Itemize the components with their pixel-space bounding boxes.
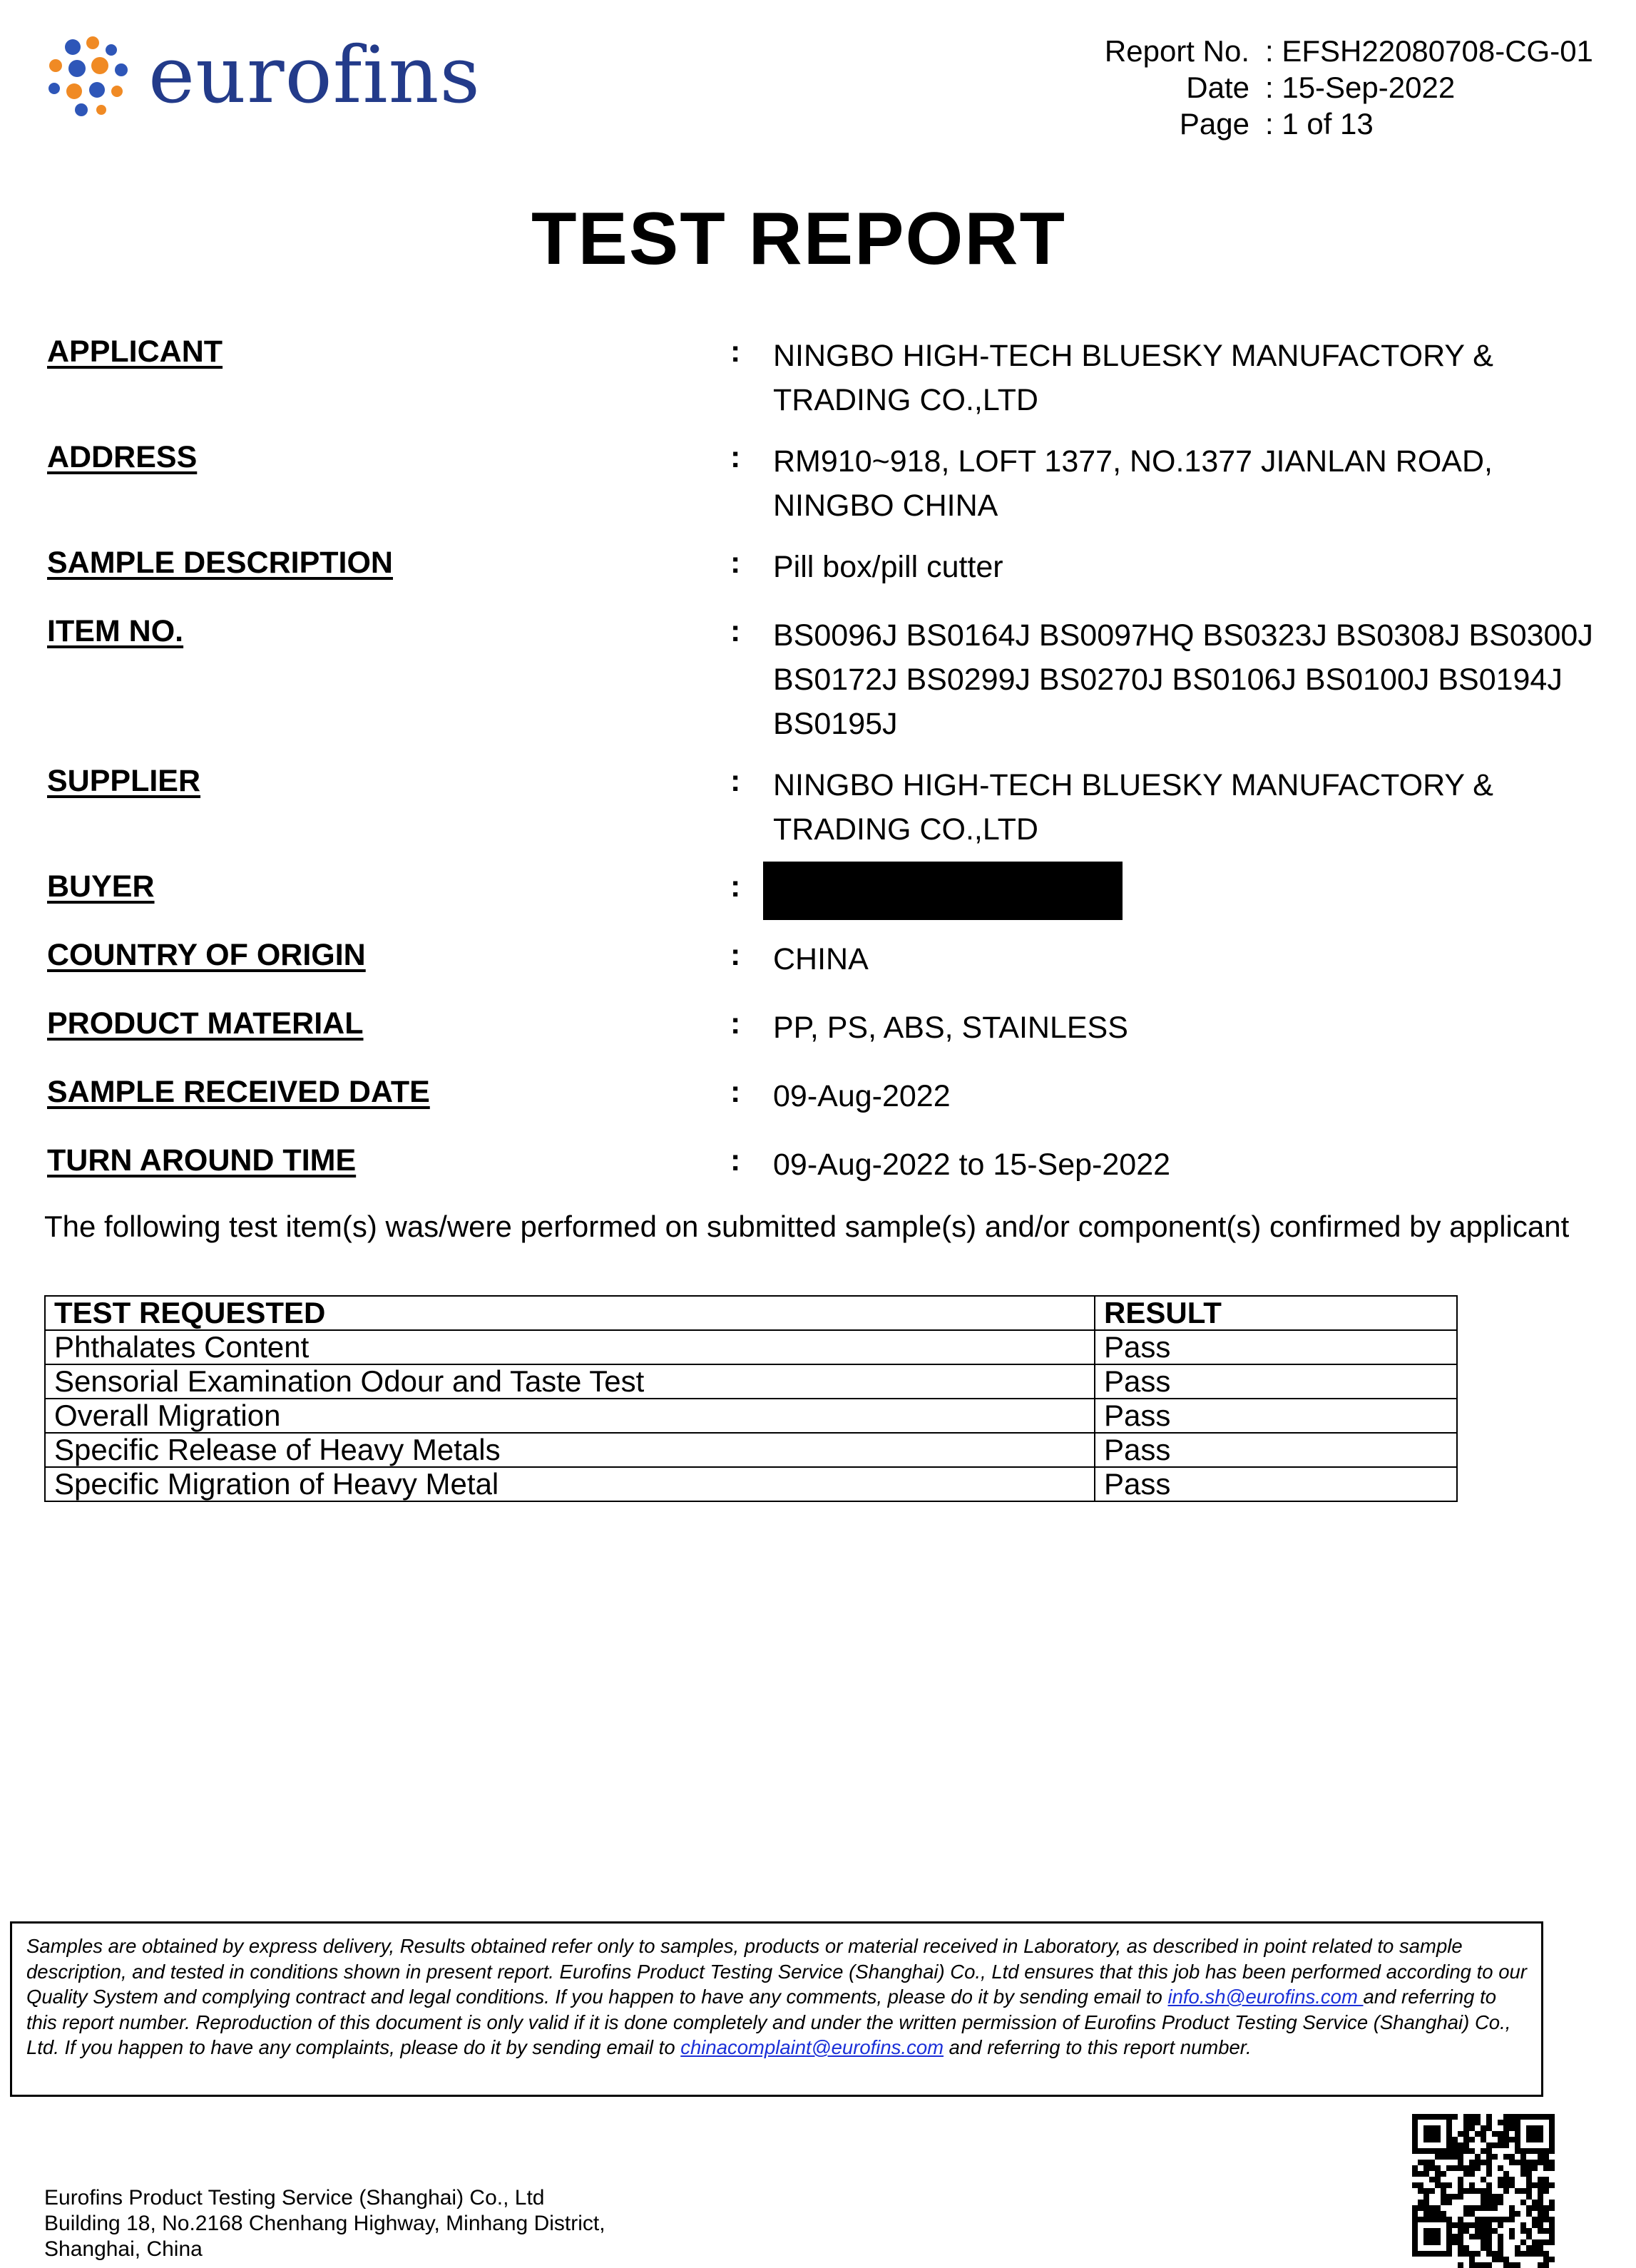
table-row (45, 1433, 1457, 1467)
field-value (773, 1001, 1615, 1070)
field-value-line: NINGBO HIGH-TECH BLUESKY MANUFACTORY & (773, 768, 1493, 802)
field-value-line: 09-Aug-2022 (773, 1079, 951, 1113)
logo-dots-icon (41, 29, 141, 121)
report-fields (47, 330, 1616, 1207)
footer-line: Building 18, No.2168 Chenhang Highway, Minhang District, (44, 2212, 605, 2235)
logo-wordmark: eurofins (148, 29, 481, 121)
field-colon: : (730, 546, 741, 580)
field-value (773, 1138, 1615, 1207)
test-name: Sensorial Examination Odour and Taste Test (45, 1364, 1095, 1399)
test-name: Specific Release of Heavy Metals (45, 1433, 1095, 1467)
test-name: Specific Migration of Heavy Metal (45, 1467, 1095, 1501)
report-no-row (1071, 33, 1600, 69)
page-value: : 1 of 13 (1265, 107, 1374, 141)
date-row (1071, 69, 1600, 106)
qr-code-icon (1409, 2111, 1558, 2268)
disclaimer-text: and referring to this report number. (944, 2036, 1252, 2058)
field-sample-received-date (47, 1070, 1616, 1138)
field-value-line: RM910~918, LOFT 1377, NO.1377 JIANLAN ROAD, (773, 444, 1493, 479)
field-country-of-origin (47, 933, 1616, 1001)
field-label: SUPPLIER (47, 764, 201, 798)
field-colon: : (730, 869, 741, 904)
field-label: APPLICANT (47, 334, 223, 369)
field-value-line: TRADING CO.,LTD (773, 383, 1038, 417)
disclaimer-text: and referring to this report number. Reproduction of this document is only valid if it is done completely and under the written permission of Eurofins Product Testing Service (Shanghai) Co., Ltd. If you happen to have any complaints, please do it by sending email to (26, 1986, 1511, 2058)
report-no-label: Report No. (1104, 34, 1249, 68)
field-address (47, 435, 1616, 541)
table-row (45, 1330, 1457, 1364)
field-label: COUNTRY OF ORIGIN (47, 938, 366, 972)
test-result: Pass (1095, 1433, 1457, 1467)
field-value-line: PP, PS, ABS, STAINLESS (773, 1011, 1128, 1045)
field-label: ITEM NO. (47, 614, 184, 648)
date-value: : 15-Sep-2022 (1265, 71, 1456, 104)
table-row (45, 1364, 1457, 1399)
footer-line: Shanghai, China (44, 2237, 203, 2261)
field-colon: : (730, 764, 741, 798)
field-value-line: 09-Aug-2022 to 15-Sep-2022 (773, 1148, 1171, 1182)
footer-address (44, 2185, 605, 2262)
field-buyer (47, 864, 1616, 933)
field-product-material (47, 1001, 1616, 1070)
page-title: TEST REPORT (531, 198, 1067, 280)
field-value-line: NINGBO HIGH-TECH BLUESKY MANUFACTORY & (773, 339, 1493, 373)
table-header-row (45, 1296, 1457, 1330)
column-header-result: RESULT (1095, 1296, 1457, 1330)
report-no-value: : EFSH22080708-CG-01 (1265, 34, 1593, 68)
field-colon: : (730, 1006, 741, 1041)
field-value (773, 541, 1615, 609)
test-result: Pass (1095, 1399, 1457, 1433)
field-label: ADDRESS (47, 440, 198, 474)
test-result: Pass (1095, 1330, 1457, 1364)
redacted-block (763, 862, 1123, 920)
table-row (45, 1399, 1457, 1433)
field-value (773, 864, 1615, 933)
field-colon: : (730, 440, 741, 474)
field-value-line: TRADING CO.,LTD (773, 812, 1038, 847)
field-label: TURN AROUND TIME (47, 1143, 357, 1178)
test-result: Pass (1095, 1364, 1457, 1399)
field-label: BUYER (47, 869, 155, 904)
field-value-line: Pill box/pill cutter (773, 550, 1003, 584)
test-name: Phthalates Content (45, 1330, 1095, 1364)
field-supplier (47, 759, 1616, 864)
field-colon: : (730, 614, 741, 648)
field-value-line: BS0096J BS0164J BS0097HQ BS0323J BS0308J BS0300J (773, 618, 1593, 653)
email-link-complaint[interactable]: chinacomplaint@eurofins.com (680, 2036, 944, 2058)
field-value (773, 435, 1615, 541)
field-value (773, 330, 1615, 435)
disclaimer-text: Samples are obtained by express delivery, Results obtained refer only to samples, products or material received in Laboratory, as described in point related to sample description, and tested in conditions shown in present report. Eurofins Product Testing Service (Shanghai) Co., Ltd ensures that this job has been performed according to our Quality System and complying contract and legal conditions. If you happen to have any comments, please do it by sending email to (26, 1935, 1527, 2008)
field-colon: : (730, 1143, 741, 1178)
column-header-test: TEST REQUESTED (45, 1296, 1095, 1330)
table-row (45, 1467, 1457, 1501)
field-label: PRODUCT MATERIAL (47, 1006, 364, 1041)
eurofins-logo (41, 29, 481, 121)
field-value-line: BS0172J BS0299J BS0270J BS0106J BS0100J BS0194J (773, 663, 1563, 697)
field-value (773, 759, 1615, 864)
field-value-line: BS0195J (773, 707, 898, 741)
test-result: Pass (1095, 1467, 1457, 1501)
field-item-no (47, 609, 1616, 759)
field-value-line: CHINA (773, 942, 869, 976)
field-label: SAMPLE RECEIVED DATE (47, 1075, 430, 1109)
field-value (773, 933, 1615, 1001)
field-applicant (47, 330, 1616, 435)
field-colon: : (730, 1075, 741, 1109)
date-label: Date (1186, 71, 1249, 104)
field-turn-around-time (47, 1138, 1616, 1207)
field-value-line: NINGBO CHINA (773, 489, 998, 523)
disclaimer-box (10, 1921, 1543, 2097)
field-sample-description (47, 541, 1616, 609)
field-value (773, 1070, 1615, 1138)
page-label: Page (1179, 107, 1249, 141)
footer-line: Eurofins Product Testing Service (Shanghai) Co., Ltd (44, 2186, 545, 2210)
field-colon: : (730, 334, 741, 369)
email-link-info[interactable]: info.sh@eurofins.com (1167, 1986, 1364, 2008)
intro-text: The following test item(s) was/were performed on submitted sample(s) and/or component(s) confirmed by applicant (44, 1210, 1570, 1243)
test-results-table (44, 1295, 1458, 1502)
report-meta (1071, 33, 1600, 142)
test-name: Overall Migration (45, 1399, 1095, 1433)
field-label: SAMPLE DESCRIPTION (47, 546, 393, 580)
field-colon: : (730, 938, 741, 972)
page-row (1071, 106, 1600, 142)
field-value (773, 609, 1615, 759)
